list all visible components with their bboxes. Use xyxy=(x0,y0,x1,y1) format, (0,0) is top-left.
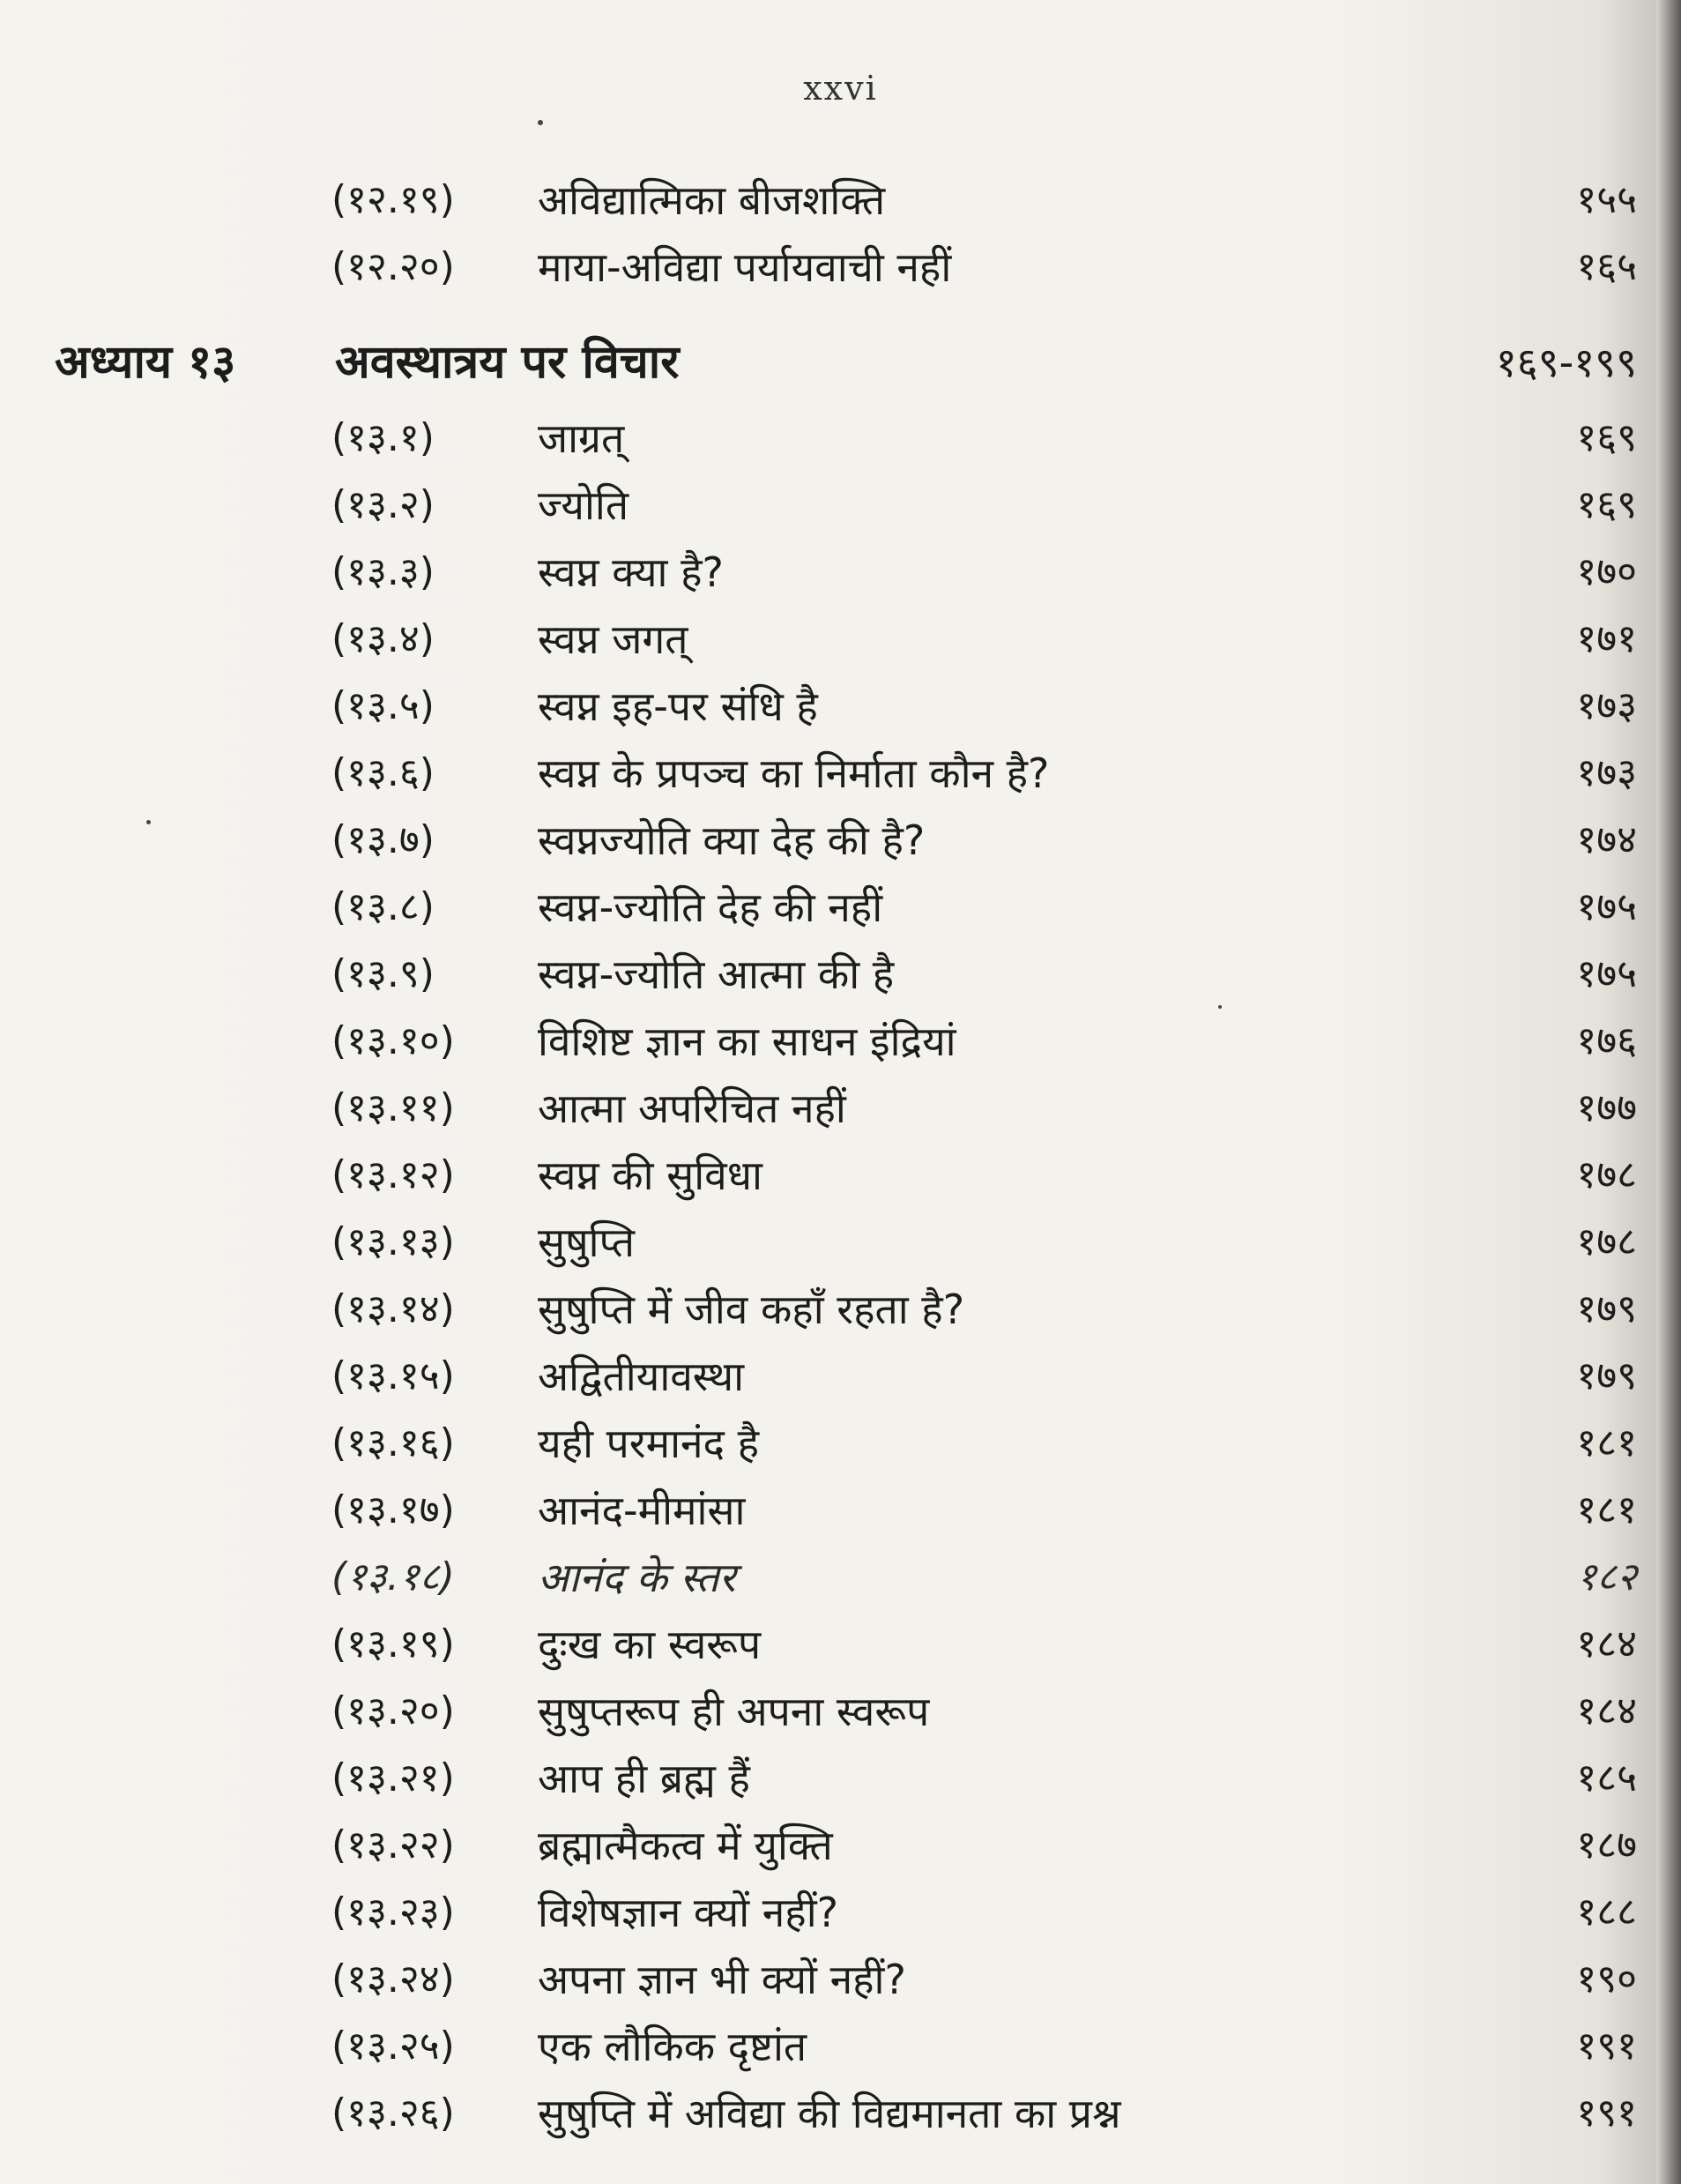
section-title: सुषुप्तरूप ही अपना स्वरूप xyxy=(538,1688,930,1735)
section-page-number: १५५ xyxy=(1576,177,1637,222)
toc-entry xyxy=(0,809,1681,871)
section-page-number: १८५ xyxy=(1576,1755,1637,1800)
section-title: विशेषज्ञान क्यों नहीं? xyxy=(538,1889,839,1936)
toc-entry xyxy=(0,1882,1681,1943)
section-number: (१३.७) xyxy=(331,817,435,862)
toc-entry xyxy=(0,541,1681,603)
toc-entry xyxy=(0,1815,1681,1876)
section-title: सुषुप्ति xyxy=(538,1219,635,1266)
section-number: (१३.२६) xyxy=(331,2091,455,2136)
toc-entry xyxy=(0,1748,1681,1809)
section-number: (१३.८) xyxy=(331,884,435,929)
section-page-number: १७८ xyxy=(1576,1152,1637,1197)
section-title: जाग्रत् xyxy=(538,414,625,462)
section-title: यही परमानंद है xyxy=(538,1420,760,1467)
section-page-number: १७५ xyxy=(1576,951,1637,996)
chapter-heading xyxy=(0,332,1681,393)
section-title: विशिष्ट ज्ञान का साधन इंद्रियां xyxy=(538,1017,956,1065)
toc-entry xyxy=(0,1144,1681,1206)
section-title: स्वप्न के प्रपञ्च का निर्माता कौन है? xyxy=(538,749,1050,797)
toc-entry xyxy=(0,169,1681,231)
section-title: स्वप्न इह-पर संधि है xyxy=(538,682,818,730)
section-title: ब्रह्मात्मैकत्व में युक्ति xyxy=(538,1822,833,1869)
section-number: (१३.६) xyxy=(331,750,435,795)
toc-entry xyxy=(0,1077,1681,1139)
section-number: (१३.११) xyxy=(331,1085,455,1130)
section-page-number: १८१ xyxy=(1576,1487,1637,1532)
section-title: आनंद-मीमांसा xyxy=(538,1487,746,1534)
toc-entry xyxy=(0,1614,1681,1675)
section-title: अविद्यात्मिका बीजशक्ति xyxy=(538,176,886,224)
section-title: स्वप्न क्या है? xyxy=(538,548,724,596)
toc-entry xyxy=(0,1547,1681,1608)
section-number: (१३.३) xyxy=(331,549,435,594)
chapter-page-range: १६९-१९९ xyxy=(1495,339,1637,386)
section-title: एक लौकिक दृष्टांत xyxy=(538,2023,807,2070)
section-number: (१३.१७) xyxy=(331,1487,455,1532)
toc-entry xyxy=(0,1413,1681,1474)
section-page-number: १८४ xyxy=(1576,1688,1637,1733)
section-title: ज्योति xyxy=(538,481,629,529)
section-page-number: १६९ xyxy=(1576,482,1637,527)
section-page-number: १८१ xyxy=(1576,1420,1637,1465)
section-page-number: १८४ xyxy=(1576,1621,1637,1666)
section-number: (१३.२४) xyxy=(331,1957,455,2001)
toc-entry xyxy=(0,2083,1681,2144)
toc-entry xyxy=(0,1681,1681,1742)
toc-entry xyxy=(0,876,1681,938)
section-title: अपना ज्ञान भी क्यों नहीं? xyxy=(538,1956,906,2003)
section-number: (१३.५) xyxy=(331,683,435,728)
section-title: आत्मा अपरिचित नहीं xyxy=(538,1085,846,1132)
section-title: माया-अविद्या पर्यायवाची नहीं xyxy=(538,243,952,291)
section-number: (१३.१०) xyxy=(331,1018,455,1063)
section-title: स्वप्नज्योति क्या देह की है? xyxy=(538,816,926,864)
section-page-number: १७७ xyxy=(1576,1085,1637,1130)
section-number: (१३.२३) xyxy=(331,1890,455,1934)
section-page-number: १७६ xyxy=(1576,1018,1637,1063)
chapter-label: अध्याय १३ xyxy=(55,336,236,389)
section-page-number: १७९ xyxy=(1576,1286,1637,1331)
section-number: (१३.१५) xyxy=(331,1353,455,1398)
page-folio: xxvi xyxy=(803,69,878,108)
section-number: (१३.१३) xyxy=(331,1219,455,1264)
section-page-number: १९१ xyxy=(1576,2091,1637,2136)
section-page-number: १८२ xyxy=(1576,1554,1637,1599)
section-title: सुषुप्ति में अविद्या की विद्यमानता का प्रश्न xyxy=(538,2090,1121,2137)
section-page-number: १७० xyxy=(1576,549,1637,594)
section-number: (१३.२०) xyxy=(331,1688,455,1733)
print-speck xyxy=(1218,1005,1222,1009)
section-title: दुःख का स्वरूप xyxy=(538,1621,762,1668)
section-number: (१३.१६) xyxy=(331,1420,455,1465)
section-number: (१३.१९) xyxy=(331,1621,455,1666)
section-page-number: १७८ xyxy=(1576,1219,1637,1264)
toc-entry xyxy=(0,2016,1681,2077)
toc-entry xyxy=(0,1480,1681,1541)
toc-entry xyxy=(0,608,1681,670)
section-page-number: १७५ xyxy=(1576,884,1637,929)
toc-entry xyxy=(0,236,1681,298)
section-number: (१३.१) xyxy=(331,415,435,460)
section-page-number: १७३ xyxy=(1576,683,1637,728)
print-speck xyxy=(538,120,543,125)
section-title: स्वप्न जगत् xyxy=(538,615,688,663)
toc-entry xyxy=(0,1211,1681,1273)
section-number: (१३.९) xyxy=(331,951,435,996)
section-page-number: १९१ xyxy=(1576,2024,1637,2068)
toc-entry xyxy=(0,1949,1681,2010)
section-page-number: १८७ xyxy=(1576,1822,1637,1867)
toc-entry xyxy=(0,943,1681,1005)
section-number: (१२.१९) xyxy=(331,177,455,222)
toc-entry xyxy=(0,407,1681,469)
section-page-number: १७३ xyxy=(1576,750,1637,795)
toc-entry xyxy=(0,1345,1681,1407)
section-number: (१३.२२) xyxy=(331,1822,455,1867)
toc-entry xyxy=(0,1278,1681,1340)
section-title: स्वप्न की सुविधा xyxy=(538,1152,762,1199)
section-number: (१३.१४) xyxy=(331,1286,455,1331)
section-page-number: १७४ xyxy=(1576,817,1637,862)
section-number: (१३.४) xyxy=(331,616,435,661)
section-title: स्वप्न-ज्योति देह की नहीं xyxy=(538,883,883,931)
section-title: अद्वितीयावस्था xyxy=(538,1353,745,1400)
section-title: आप ही ब्रह्म हैं xyxy=(538,1755,750,1802)
section-number: (१३.१२) xyxy=(331,1152,455,1197)
toc-entry xyxy=(0,675,1681,737)
section-number: (१३.२) xyxy=(331,482,435,527)
toc-entry xyxy=(0,474,1681,536)
toc-entry xyxy=(0,1010,1681,1072)
section-page-number: १७१ xyxy=(1576,616,1637,661)
section-page-number: १६५ xyxy=(1576,244,1637,289)
section-number: (१३.२५) xyxy=(331,2024,455,2068)
section-page-number: १६९ xyxy=(1576,415,1637,460)
section-page-number: १७९ xyxy=(1576,1353,1637,1398)
section-title: सुषुप्ति में जीव कहाँ रहता है? xyxy=(538,1286,965,1333)
section-title: आनंद के स्तर xyxy=(538,1554,736,1601)
section-page-number: १९० xyxy=(1576,1957,1637,2001)
section-number: (१३.२१) xyxy=(331,1755,455,1800)
section-title: स्वप्न-ज्योति आत्मा की है xyxy=(538,950,895,998)
section-page-number: १८८ xyxy=(1576,1890,1637,1934)
section-number: (१२.२०) xyxy=(331,244,455,289)
chapter-title: अवस्थात्रय पर विचार xyxy=(335,336,680,389)
section-number: (१३.१८) xyxy=(331,1554,455,1599)
toc-entry xyxy=(0,742,1681,804)
